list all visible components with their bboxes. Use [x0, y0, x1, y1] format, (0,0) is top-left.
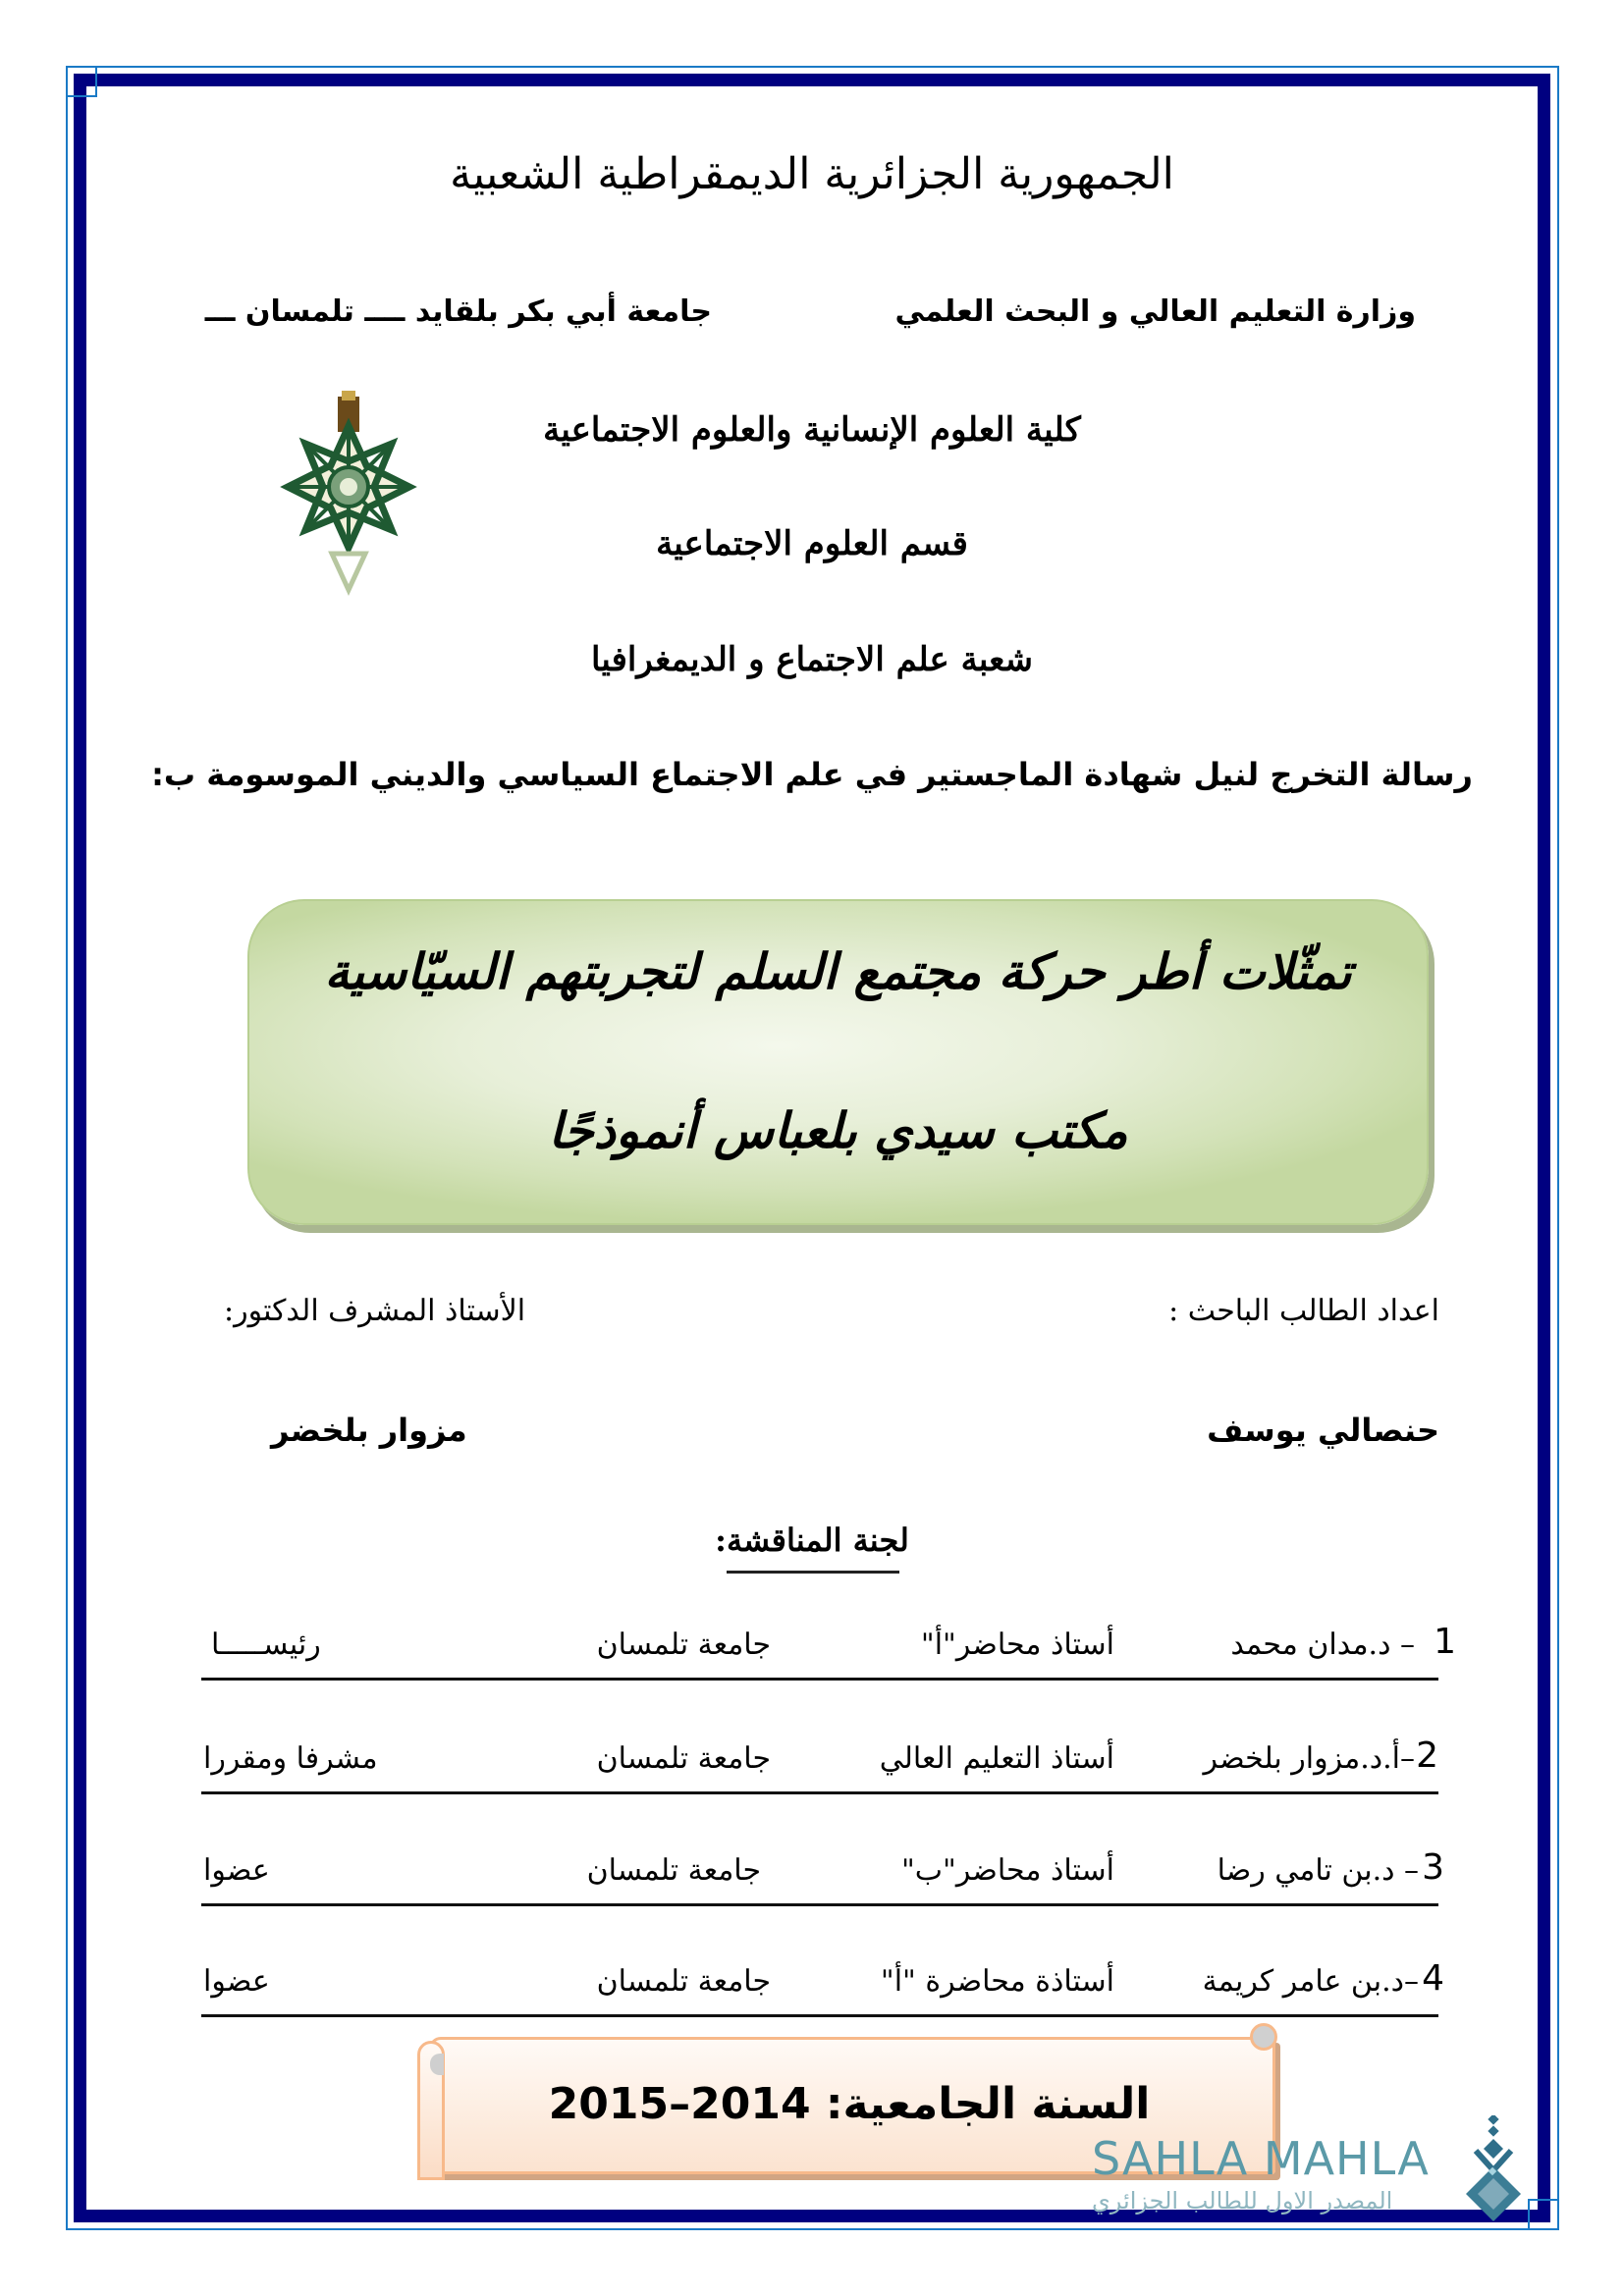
- scroll-curl-icon: [1250, 2023, 1277, 2051]
- member-rank: أستاذة محاضرة "أ": [880, 1964, 1114, 1999]
- frame-corner-top-left: [66, 66, 97, 97]
- watermark-subtitle: المصدر الاول للطالب الجزائري: [1092, 2187, 1393, 2215]
- member-number: 1: [1434, 1622, 1456, 1662]
- university-name: جامعة أبي بكر بلقايد ــــ تلمسان ـــ: [204, 294, 712, 329]
- student-label: اعداد الطالب الباحث :: [1168, 1294, 1439, 1328]
- committee-row: [201, 1735, 1438, 1794]
- frame-corner-bottom-right: [1528, 2199, 1559, 2230]
- academic-year: السنة الجامعية: 2014–2015: [548, 2079, 1151, 2129]
- committee-row: [201, 1958, 1444, 2017]
- member-rank: أستاذ محاضر"أ": [920, 1628, 1114, 1662]
- committee-row: [201, 1622, 1456, 1681]
- supervisor-name: مزوار بلخضر: [271, 1412, 467, 1449]
- watermark-title: SAHLA MAHLA: [1092, 2132, 1430, 2185]
- branch-name: شعبة علم الاجتماع و الديمغرافيا: [591, 640, 1033, 679]
- watermark-logo-icon: [1460, 2115, 1529, 2223]
- member-rank: أستاذ محاضر"ب": [900, 1853, 1114, 1888]
- republic-title: الجمهورية الجزائرية الديمقراطية الشعبية: [450, 149, 1174, 199]
- department-name: قسم العلوم الاجتماعية: [656, 524, 968, 563]
- member-number: 3: [1422, 1847, 1444, 1888]
- committee-title: لجنة المناقشة:: [715, 1522, 909, 1559]
- thesis-title-line-1: تمثّلات أطر حركة مجتمع السلم لتجربتهم السيّاسية: [324, 942, 1352, 1000]
- member-university: جامعة تلمسان: [586, 1853, 761, 1888]
- member-university: جامعة تلمسان: [596, 1964, 771, 1999]
- ministry-name: وزارة التعليم العالي و البحث العلمي: [894, 294, 1416, 329]
- scroll-curl-icon: [430, 2054, 444, 2075]
- row-divider: [201, 1791, 1438, 1794]
- member-name: – د.مدان محمد: [1230, 1628, 1415, 1662]
- member-name: –د.بن عامر كريمة: [1202, 1964, 1419, 1999]
- member-role: عضوا: [203, 1853, 270, 1888]
- member-university: جامعة تلمسان: [596, 1741, 771, 1776]
- row-divider: [201, 2014, 1438, 2017]
- member-role: عضوا: [203, 1964, 270, 1999]
- student-name: حنصالي يوسف: [1207, 1412, 1439, 1449]
- thesis-title-line-2: مكتب سيدي بلعباس أنموذجًا: [548, 1101, 1128, 1159]
- committee-title-underline: [727, 1571, 899, 1574]
- row-divider: [201, 1903, 1438, 1906]
- member-number: 4: [1422, 1958, 1444, 1999]
- member-number: 2: [1416, 1735, 1438, 1776]
- member-university: جامعة تلمسان: [596, 1628, 771, 1662]
- member-role: مشرفا ومقررا: [203, 1741, 378, 1776]
- supervisor-label: الأستاذ المشرف الدكتور:: [224, 1294, 526, 1328]
- member-role: رئيســـــا: [211, 1628, 321, 1662]
- member-name: –أ.د.مزوار بلخضر: [1203, 1741, 1415, 1776]
- member-name: – د.بن تامي رضا: [1217, 1853, 1419, 1888]
- member-rank: أستاذ التعليم العالي: [879, 1741, 1114, 1776]
- thesis-intro: رسالة التخرج لنيل شهادة الماجستير في علم الاجتماع السياسي والديني الموسومة ب:: [151, 756, 1473, 793]
- row-divider: [201, 1678, 1438, 1681]
- faculty-name: كلية العلوم الإنسانية والعلوم الاجتماعية: [543, 410, 1081, 450]
- committee-row: [201, 1847, 1444, 1906]
